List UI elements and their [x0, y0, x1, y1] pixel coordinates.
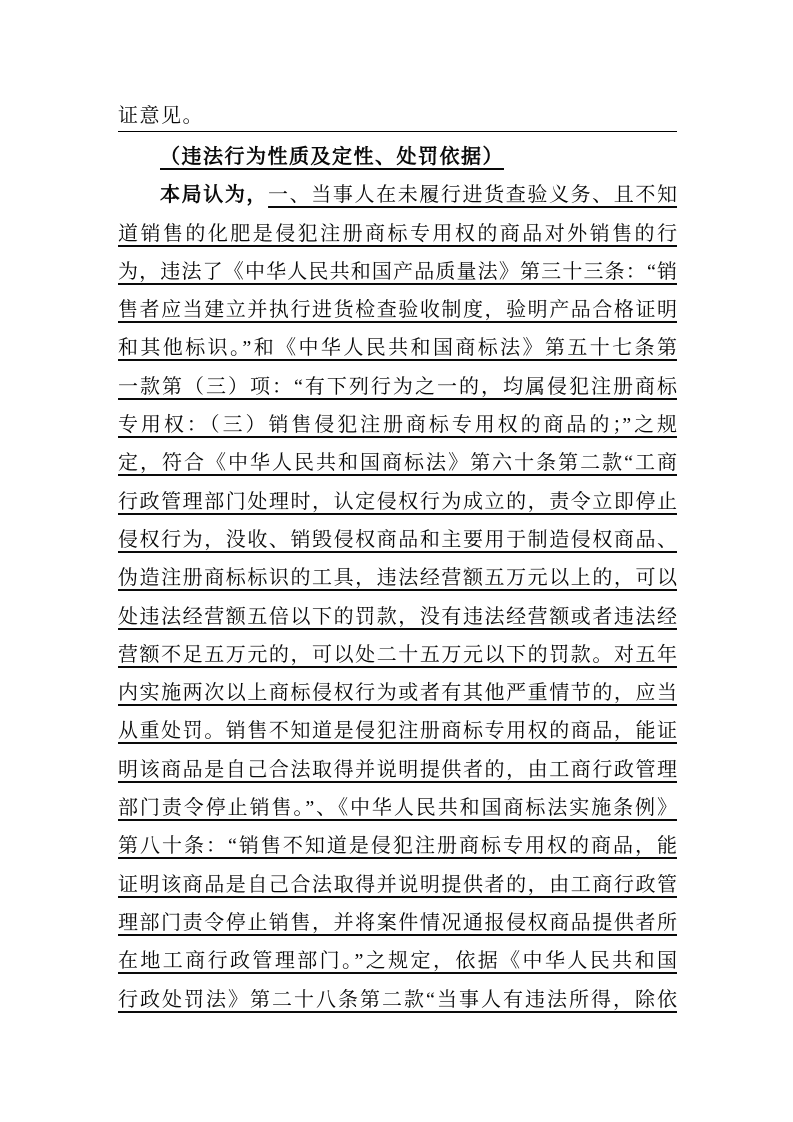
document-text-block	[118, 100, 677, 1019]
body-text: 部门责令停止销售。”、《中华人民共和国商标法实施条例》	[118, 797, 677, 820]
body-line	[118, 176, 677, 214]
body-line	[118, 253, 677, 291]
section-heading: （违法行为性质及定性、处罚依据）	[160, 146, 504, 168]
body-text: 伪造注册商标标识的工具，违法经营额五万元以上的，可以	[118, 567, 677, 590]
body-line	[118, 368, 677, 406]
body-text: 专用权：（三）销售侵犯注册商标专用权的商品的；”之规	[118, 414, 677, 437]
body-line	[118, 942, 677, 980]
body-line	[118, 789, 677, 827]
body-line	[118, 215, 677, 253]
body-line	[118, 904, 677, 942]
body-line	[118, 291, 677, 329]
body-line	[118, 981, 677, 1019]
body-line	[118, 866, 677, 904]
body-text: 售者应当建立并执行进货检查验收制度，验明产品合格证明	[118, 299, 677, 322]
body-text: 侵权行为，没收、销毁侵权商品和主要用于制造侵权商品、	[118, 528, 677, 551]
body-line	[118, 751, 677, 789]
body-text: 营额不足五万元的，可以处二十五万元以下的罚款。对五年	[118, 643, 677, 666]
body-text: 内实施两次以上商标侵权行为或者有其他严重情节的，应当	[118, 682, 677, 705]
body-text: 从重处罚。销售不知道是侵犯注册商标专用权的商品，能证	[118, 720, 677, 743]
body-text: 在地工商行政管理部门。”之规定，依据《中华人民共和国	[118, 950, 677, 973]
body-text: 证明该商品是自己合法取得并说明提供者的，由工商行政管	[118, 873, 677, 896]
body-line	[118, 329, 677, 367]
section-heading-line	[118, 138, 677, 176]
body-text: 一、当事人在未履行进货查验义务、且不知	[268, 184, 678, 207]
body-text: 行政处罚法》第二十八条第二款“当事人有违法所得，除依	[118, 988, 677, 1011]
paragraph-lead: 本局认为，	[160, 184, 269, 207]
body-line	[118, 444, 677, 482]
body-text: 处违法经营额五倍以下的罚款，没有违法经营额或者违法经	[118, 605, 677, 628]
body-line	[118, 827, 677, 865]
body-text: 一款第（三）项：“有下列行为之一的，均属侵犯注册商标	[118, 375, 677, 398]
carryover-text: 证意见。	[118, 105, 204, 127]
body-line	[118, 712, 677, 750]
body-text: 理部门责令停止销售，并将案件情况通报侵权商品提供者所	[118, 911, 677, 934]
body-line	[118, 559, 677, 597]
body-line	[118, 598, 677, 636]
body-text: 和其他标识。”和《中华人民共和国商标法》第五十七条第	[118, 337, 677, 360]
body-line	[118, 483, 677, 521]
body-line	[118, 521, 677, 559]
body-text: 行政管理部门处理时，认定侵权行为成立的，责令立即停止	[118, 490, 677, 513]
body-text: 道销售的化肥是侵犯注册商标专用权的商品对外销售的行	[118, 222, 677, 245]
body-line	[118, 636, 677, 674]
body-line	[118, 674, 677, 712]
body-line	[118, 406, 677, 444]
body-text: 第八十条：“销售不知道是侵犯注册商标专用权的商品，能	[118, 835, 677, 858]
body-text: 明该商品是自己合法取得并说明提供者的，由工商行政管理	[118, 758, 677, 781]
body-text: 为，违法了《中华人民共和国产品质量法》第三十三条：“销	[118, 260, 677, 283]
body-text: 定，符合《中华人民共和国商标法》第六十条第二款“工商	[118, 452, 677, 475]
carryover-line	[118, 100, 677, 132]
